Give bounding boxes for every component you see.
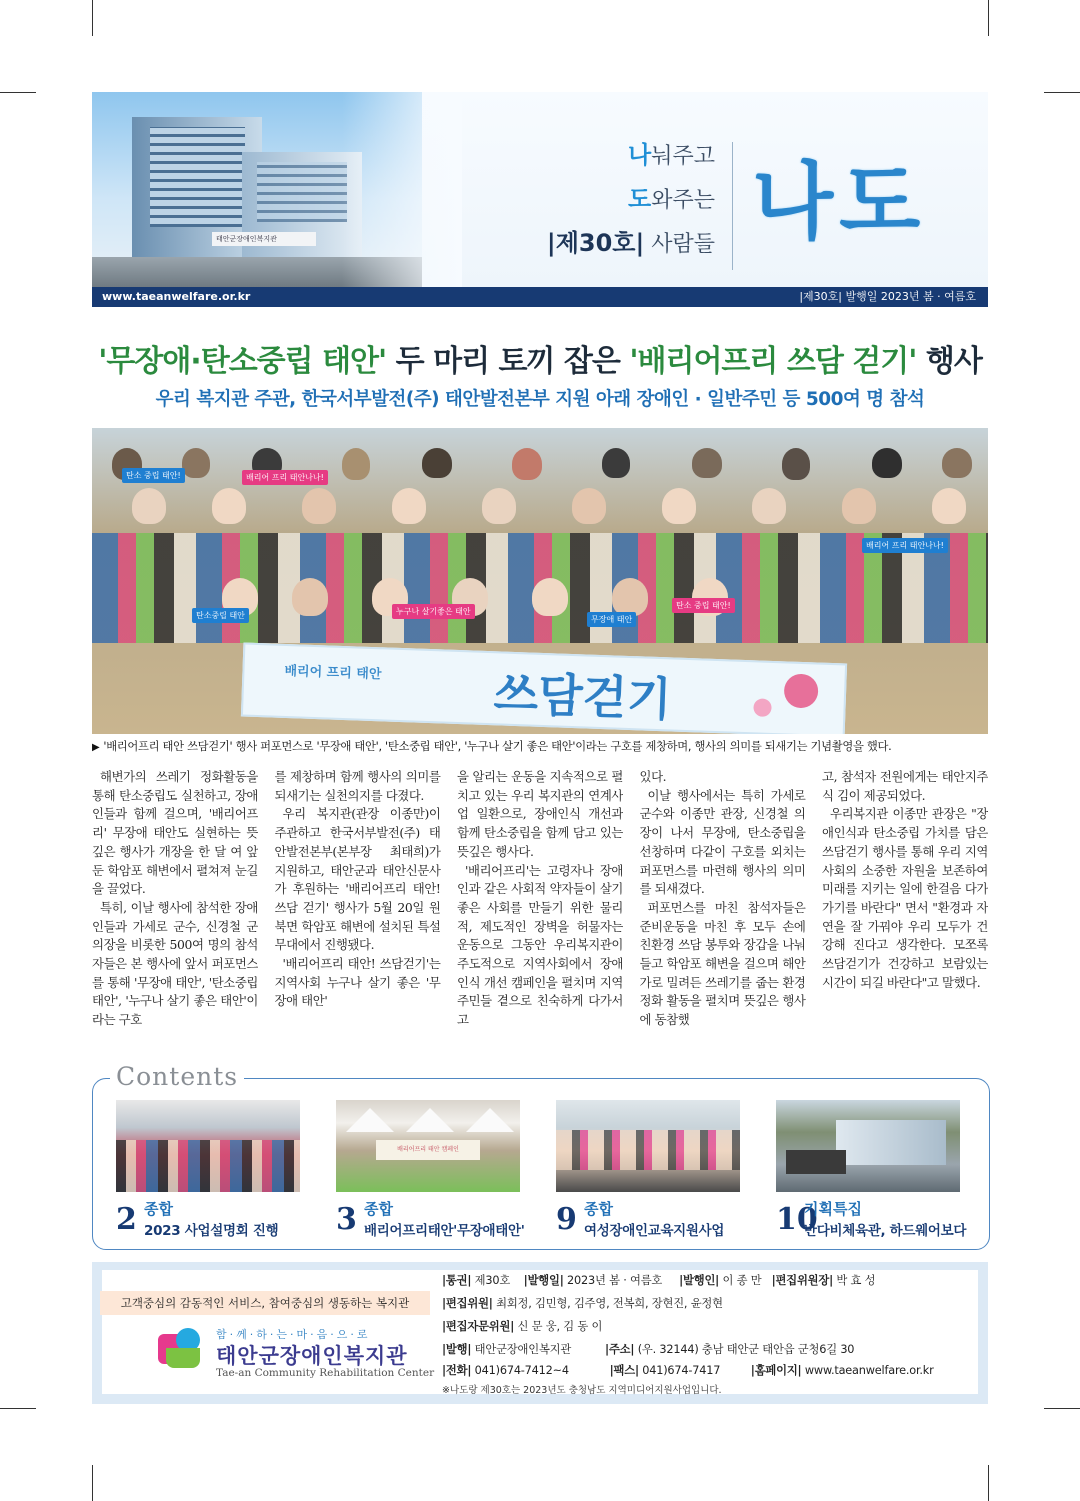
article-column [640, 768, 806, 1058]
imprint-value: 신 문 웅, 김 동 이 [514, 1320, 603, 1333]
logo-english-name: Tae-an Community Rehabilitation Center [216, 1367, 435, 1379]
imprint-key: |편집자문위원| [442, 1320, 515, 1333]
article-paragraph: 해변가의 쓰레기 정화활동을 통해 탄소중립도 실천하고, 장애인들과 함께 걸으며, '배리어프리' 무장애 태안도 실현하는 뜻깊은 행사가 개장을 한 달 여 앞둔 학암포 해변에서 펼쳐져 눈길을 끌었다. [92, 769, 258, 897]
imprint-value: 제30호 [471, 1274, 511, 1287]
slogan-lead: 나 [628, 140, 652, 169]
article-paragraph: 를 제창하며 함께 행사의 의미를 되새기는 실천의지를 다졌다. [274, 769, 441, 803]
contents-label: Contents [110, 1062, 244, 1091]
imprint-key: |전화| [442, 1364, 472, 1377]
imprint-key: |발행| [442, 1343, 472, 1356]
imprint-key: |편집위원| [442, 1297, 493, 1310]
article-column [275, 768, 441, 1058]
masthead-bar [92, 287, 988, 307]
article-paragraph: 우리복지관 이종만 관장은 "장애인식과 탄소중립 가치를 담은 쓰담걷기 행사를 통해 우리 지역사회의 소중한 자원을 보존하여 미래를 지키는 일에 한걸음 다가가기를 바란다" 면서 "환경과 자연을 잘 가꿔야 우리 모두가 건강해 진다고 생각한다. 모쪼록 쓰담걷기가 건강하고 보람있는 시간이 되길 바란다"고 말했다. [822, 806, 988, 990]
photo-sign: 배리어 프리 태안나나! [242, 470, 328, 485]
logo-tagline: 함·께·하·는·마·음·으·로 [216, 1328, 371, 1341]
toc-category: 종합 [584, 1200, 613, 1218]
toc-page-number: 3 [336, 1202, 357, 1237]
toc-page-number: 2 [116, 1202, 137, 1237]
issue-info: |제30호| 발행일 2023년 봄 · 여름호 [799, 290, 976, 303]
slogan-text: 와주는 [651, 188, 715, 213]
article-paragraph: 특히, 이날 행사에 참석한 장애인들과 가세로 군수, 신경철 군의장을 비롯한 500여 명의 참석자들은 본 행사에 앞서 퍼포먼스를 통해 '무장애 태안', '탄소중립 태안', '누구나 살기 좋은 태안'이라는 구호 [92, 899, 258, 1028]
headline [92, 336, 988, 380]
crop-mark [92, 1465, 93, 1501]
toc-item[interactable] [776, 1100, 967, 1239]
crop-mark [988, 1465, 989, 1501]
crop-mark [0, 92, 36, 93]
caption-text: '배리어프리 태안 쓰담걷기' 행사 퍼포먼스로 '무장애 태안', '탄소중립 태안', '누구나 살기 좋은 태안'이라는 구호를 제창하며, 행사의 의미를 되새기는 기념촬영을 했다. [103, 740, 892, 753]
photo-caption [92, 738, 988, 754]
toc-title: 반다비체육관, 하드웨어보다 [804, 1223, 967, 1239]
slogan-text: 눠주고 [651, 144, 715, 169]
article-column [92, 768, 258, 1058]
toc-title: 2023 사업설명회 진행 [144, 1223, 279, 1239]
toc-page-number: 9 [556, 1202, 577, 1237]
imprint-value: 박 효 성 [833, 1274, 876, 1287]
headline-text: 두 마리 토끼 잡은 [386, 344, 630, 379]
article-paragraph: 퍼포먼스를 마친 참석자들은 준비운동을 마친 후 모두 손에 친환경 쓰담 봉투와 장갑을 나눠 들고 학암포 해변을 걸으며 해안가로 밀려든 쓰레기를 줍는 환경정화 활동을 펼치며 뜻깊은 행사에 동참했 [639, 899, 806, 1028]
imprint-value: 태안군장애인복지관 [471, 1343, 572, 1356]
toc-category: 기획특집 [804, 1200, 862, 1218]
toc-category: 종합 [364, 1200, 393, 1218]
banner-title: 쓰담걷기 [492, 666, 673, 727]
imprint-value: 041)674-7412~4 [471, 1364, 569, 1377]
headline-text: 행사 [916, 344, 982, 379]
headline-highlight: '무장애·탄소중립 태안' [98, 344, 387, 379]
photo-sign: 탄소중립 태안 [192, 608, 249, 623]
triangle-icon: ▶ [92, 742, 100, 753]
article-paragraph: 우리 복지관(관장 이종만)이 주관하고 한국서부발전(주) 태안발전본부(본부장 최태희)가 지원하고, 태안군과 태안신문사가 후원하는 '배리어프리 태안! 쓰담 걷기' 행사가 5월 20일 원북면 학암포 해변에 설치된 특설무대에서 진행됐다. [274, 806, 441, 953]
crop-mark [92, 0, 93, 36]
imprint-row [442, 1318, 602, 1334]
imprint-key: |발행인| [679, 1274, 720, 1287]
article-paragraph: 을 알리는 운동을 지속적으로 펼치고 있는 우리 복지관의 연계사업 일환으로, 장애인식 개선과 함께 탄소중립을 함께 담고 있는 뜻깊은 행사다. [457, 769, 623, 859]
issue-number: |제30호| [546, 229, 645, 257]
toc-thumbnail [116, 1100, 300, 1192]
toc-thumbnail [336, 1100, 520, 1192]
imprint-key: |통권| [442, 1274, 472, 1287]
thumb-banner: 배리어프리 태안 캠페인 [376, 1140, 480, 1160]
toc-category: 종합 [144, 1200, 173, 1218]
photo-sign: 배리어 프리 태안나나! [862, 538, 948, 553]
toc-item[interactable] [556, 1100, 740, 1239]
article-column [822, 768, 988, 1058]
article-paragraph: '배리어프리'는 고령자나 장애인과 같은 사회적 약자들이 살기 좋은 사회를 만들기 위한 물리적, 제도적인 장벽을 허물자는 운동으로 그동안 우리복지관이 주도적으로 지역사회에서 장애인식 개선 캠페인을 펼치며 지역주민들 곁으로 친숙하게 다가서고 [457, 862, 623, 1028]
article-paragraph: 있다. [639, 769, 667, 784]
headline-highlight: '배리어프리 쓰담 걷기' [629, 344, 917, 379]
imprint-key: |편집위원장| [771, 1274, 834, 1287]
imprint-key: |팩스| [609, 1364, 639, 1377]
subheadline: 우리 복지관 주관, 한국서부발전(주) 태안발전본부 지원 아래 장애인 · 일반주민 등 500여 명 참석 [155, 389, 925, 410]
crop-mark [1044, 92, 1080, 93]
photo-sign: 탄소 중립 태안! [122, 468, 185, 483]
crop-mark [0, 1408, 36, 1409]
event-photo [92, 428, 988, 734]
sponsor-note: ※나도랑 제30호는 2023년도 충청남도 지역미디어지원사업입니다. [442, 1385, 722, 1396]
article-paragraph: 고, 참석자 전원에게는 태안지주식 김이 제공되었다. [822, 769, 988, 803]
flower-icon [784, 673, 819, 708]
imprint-row [442, 1362, 934, 1378]
homepage-link[interactable]: www.taeanwelfare.or.kr [801, 1364, 934, 1377]
event-banner [241, 642, 847, 734]
imprint-value: 이 종 만 [719, 1274, 762, 1287]
article-paragraph: 이날 행사에서는 특히 가세로 군수와 이종만 관장, 신경철 의장이 나서 무장애, 탄소중립을 선창하며 다같이 구호를 외치는 퍼포먼스를 마련해 행사의 의미를 되새겼다. [639, 787, 806, 897]
toc-item[interactable] [116, 1100, 300, 1239]
crop-mark [988, 0, 989, 36]
logo-name: 태안군장애인복지관 [216, 1344, 408, 1368]
imprint-row [442, 1341, 854, 1357]
imprint-value: 041)674-7417 [638, 1364, 721, 1377]
toc-title: 배리어프리태안'무장애태안' [364, 1223, 525, 1239]
website-link[interactable]: www.taeanwelfare.or.kr [102, 290, 251, 303]
banner-subtitle: 배리어 프리 태안 [284, 663, 382, 683]
imprint-key: |주소| [605, 1343, 635, 1356]
toc-item[interactable] [336, 1100, 525, 1239]
building-sign: 태안군장애인복지관 [212, 232, 316, 246]
newsletter-title: 나도 [752, 152, 927, 251]
photo-sign: 무장애 태안 [587, 612, 636, 627]
imprint-value: 최회정, 김민형, 김주영, 전복희, 장현진, 윤정현 [492, 1297, 723, 1310]
slogan [487, 134, 715, 266]
imprint-key: |홈페이지| [750, 1364, 802, 1377]
slogan-lead: 도 [628, 184, 652, 213]
photo-sign: 탄소 중립 태안! [672, 598, 735, 613]
toc-thumbnail [556, 1100, 740, 1192]
imprint-row [442, 1295, 723, 1311]
imprint-key: |발행일| [523, 1274, 564, 1287]
slogan-text: 사람들 [651, 232, 715, 257]
photo-sign: 누구나 살기좋은 태안 [392, 604, 475, 619]
article-column [457, 768, 623, 1058]
toc-page-number: 10 [776, 1202, 818, 1237]
masthead-divider [732, 142, 733, 270]
toc-title: 여성장애인교육지원사업 [584, 1223, 725, 1239]
crop-mark [1044, 1408, 1080, 1409]
imprint-value: (우. 32144) 충남 태안군 태안읍 군청6길 30 [634, 1343, 855, 1356]
imprint-value: 2023년 봄 · 여름호 [563, 1274, 663, 1287]
article-body [92, 768, 988, 1058]
masthead [92, 92, 988, 287]
toc-thumbnail [776, 1100, 960, 1192]
imprint-row [442, 1272, 875, 1288]
organization-motto: 고객중심의 감동적인 서비스, 참여중심의 생동하는 복지관 [100, 1291, 430, 1315]
flower-icon [753, 698, 772, 717]
logo-icon [158, 1328, 210, 1372]
article-paragraph: '배리어프리 태안! 쓰담걷기'는 지역사회 누구나 살기 좋은 '무장애 태안' [274, 956, 441, 1009]
